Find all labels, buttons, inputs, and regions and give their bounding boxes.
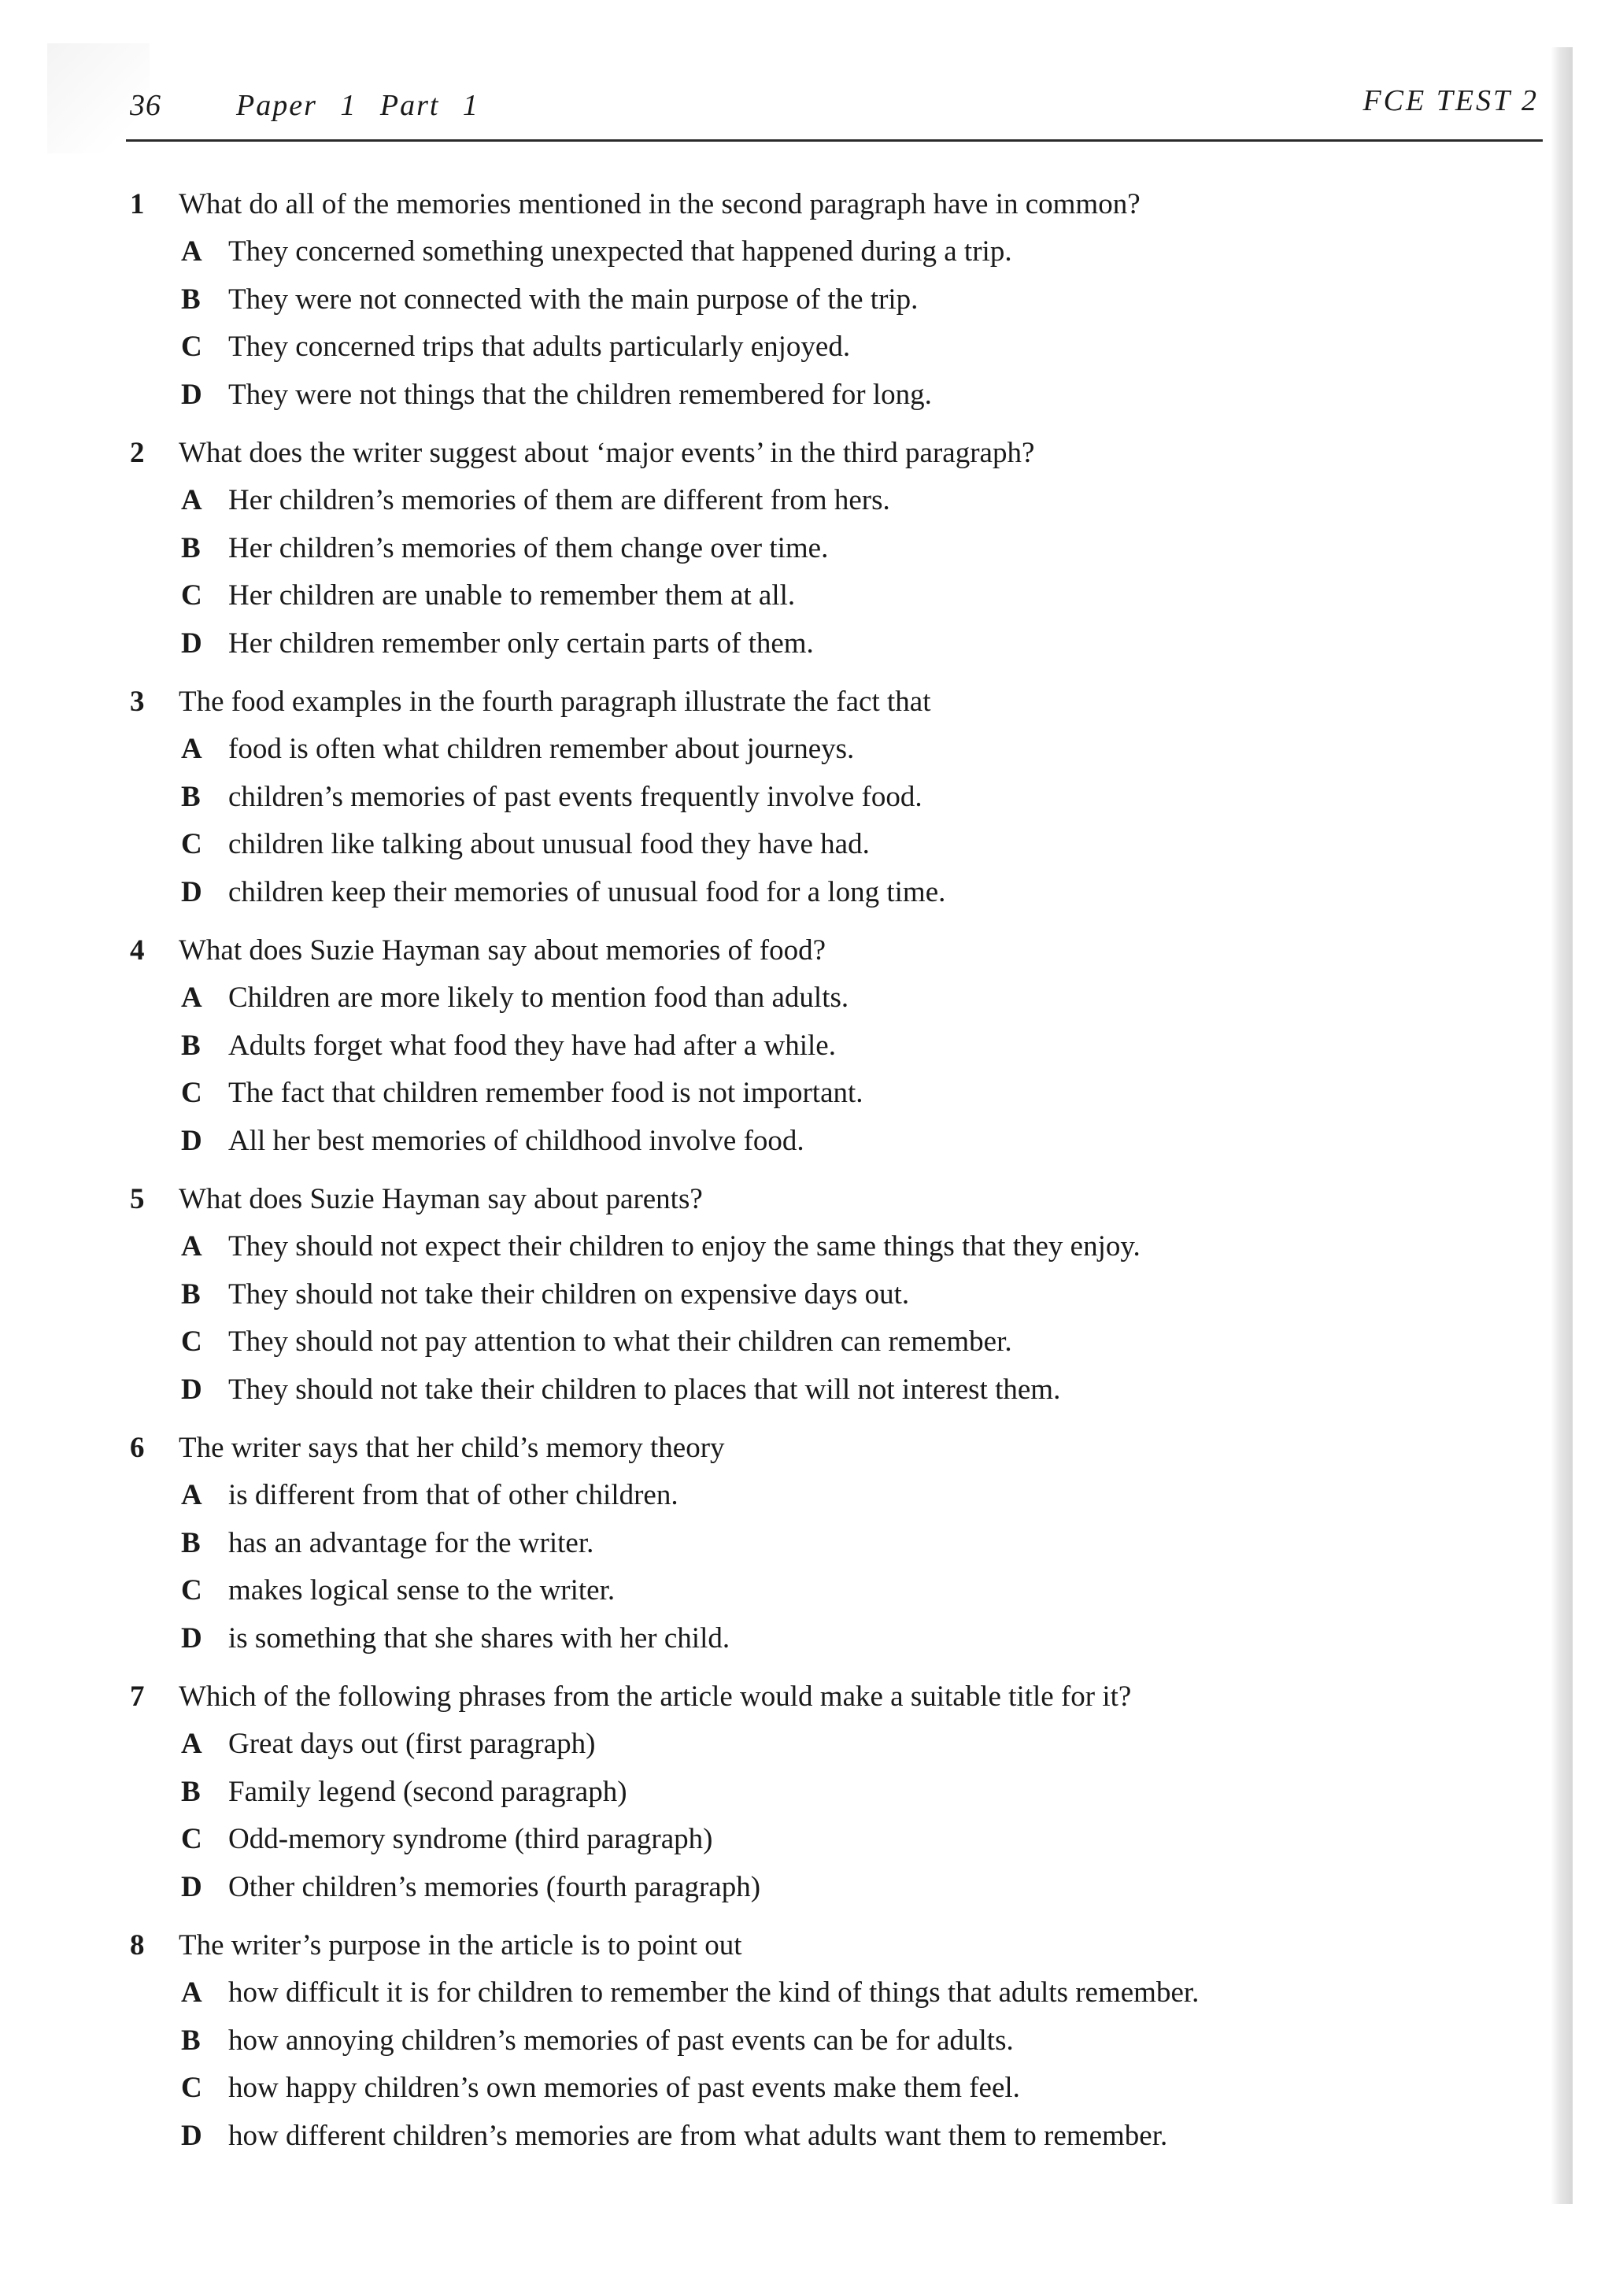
option-letter: B <box>181 780 201 813</box>
option-text: The fact that children remember food is not important. <box>228 1077 863 1109</box>
question-stem <box>130 927 1539 974</box>
question-text: What does the writer suggest about ‘major events’ in the third paragraph? <box>179 437 1035 469</box>
answer-option-c <box>130 1816 1539 1864</box>
answer-option-b <box>130 1271 1539 1319</box>
option-letter: C <box>181 1325 202 1358</box>
option-letter: A <box>181 1728 202 1760</box>
option-text: is something that she shares with her child. <box>228 1621 730 1655</box>
question-text: The writer’s purpose in the article is to point out <box>179 1929 742 1961</box>
answer-option-c <box>130 821 1539 869</box>
answer-option-c <box>130 1070 1539 1118</box>
header-divider <box>126 139 1543 142</box>
answer-option-d <box>130 620 1539 668</box>
option-text: how happy children’s own memories of past events make them feel. <box>228 2072 1020 2104</box>
option-letter: A <box>181 733 202 765</box>
option-letter: D <box>181 378 202 411</box>
option-text: Her children are unable to remember them at all. <box>228 579 796 612</box>
option-letter: C <box>181 1823 202 1855</box>
answer-option-c <box>130 1567 1539 1615</box>
question-text: What does Suzie Hayman say about parents? <box>179 1183 703 1215</box>
option-letter: B <box>181 2024 201 2057</box>
option-letter: D <box>181 1124 202 1157</box>
test-label: FCE TEST 2 <box>1362 84 1539 117</box>
option-letter: C <box>181 331 202 363</box>
option-text: how difficult it is for children to remember the kind of things that adults remember. <box>228 1976 1200 2009</box>
question-6 <box>130 1425 1539 1662</box>
option-text: Children are more likely to mention food than adults. <box>228 982 849 1014</box>
option-letter: A <box>181 1479 202 1511</box>
question-number: 2 <box>130 437 145 469</box>
question-2 <box>130 430 1539 667</box>
answer-option-d <box>130 869 1539 917</box>
answer-option-d <box>130 1118 1539 1166</box>
answer-option-c <box>130 324 1539 372</box>
option-letter: D <box>181 875 202 908</box>
option-text: makes logical sense to the writer. <box>228 1574 616 1606</box>
option-text: They should not expect their children to enjoy the same things that they enjoy. <box>228 1230 1141 1263</box>
option-text: They concerned something unexpected that happened during a trip. <box>228 235 1012 268</box>
answer-option-b <box>130 1022 1539 1070</box>
question-stem <box>130 1673 1539 1721</box>
option-text: Odd-memory syndrome (third paragraph) <box>228 1823 713 1855</box>
option-text: They were not things that the children remembered for long. <box>228 378 932 411</box>
scan-edge-shadow <box>1551 47 1573 2204</box>
question-text: Which of the following phrases from the article would make a suitable title for it? <box>179 1680 1132 1713</box>
answer-option-a <box>130 228 1539 276</box>
question-7 <box>130 1673 1539 1911</box>
answer-option-b <box>130 1520 1539 1568</box>
answer-option-a <box>130 974 1539 1022</box>
option-letter: A <box>181 484 202 516</box>
question-number: 6 <box>130 1432 145 1464</box>
option-text: Adults forget what food they have had after a while. <box>228 1029 836 1062</box>
option-letter: A <box>181 235 202 268</box>
option-text: Other children’s memories (fourth paragraph) <box>228 1870 761 1903</box>
question-stem <box>130 430 1539 477</box>
option-text: children keep their memories of unusual food for a long time. <box>228 875 946 908</box>
option-letter: D <box>181 627 202 660</box>
option-text: Family legend (second paragraph) <box>228 1775 627 1808</box>
option-letter: C <box>181 828 202 860</box>
answer-option-b <box>130 2017 1539 2065</box>
option-text: Great days out (first paragraph) <box>228 1728 596 1760</box>
option-letter: B <box>181 531 201 564</box>
option-text: Her children’s memories of them are different from hers. <box>228 484 890 516</box>
question-stem <box>130 181 1539 228</box>
answer-option-d <box>130 2113 1539 2161</box>
option-text: children’s memories of past events frequently involve food. <box>228 780 922 813</box>
answer-option-a <box>130 1472 1539 1520</box>
option-text: Her children’s memories of them change over time. <box>228 531 829 564</box>
option-letter: D <box>181 2119 202 2152</box>
answer-option-b <box>130 276 1539 324</box>
option-letter: C <box>181 2072 202 2104</box>
question-text: What does Suzie Hayman say about memories of food? <box>179 934 826 967</box>
answer-option-c <box>130 2065 1539 2113</box>
question-number: 7 <box>130 1680 145 1713</box>
answer-option-a <box>130 1721 1539 1769</box>
answer-option-b <box>130 774 1539 822</box>
option-letter: C <box>181 1077 202 1109</box>
option-letter: C <box>181 579 202 612</box>
question-number: 4 <box>130 934 145 967</box>
option-text: children like talking about unusual food they have had. <box>228 828 870 860</box>
option-letter: B <box>181 1526 201 1559</box>
option-text: They should not take their children on expensive days out. <box>228 1277 910 1311</box>
question-5 <box>130 1176 1539 1414</box>
option-letter: B <box>181 1277 201 1311</box>
option-letter: A <box>181 982 202 1014</box>
answer-option-b <box>130 1769 1539 1817</box>
option-text: They were not connected with the main purpose of the trip. <box>228 283 919 316</box>
answer-option-a <box>130 1969 1539 2017</box>
question-stem <box>130 1425 1539 1472</box>
option-letter: C <box>181 1574 202 1606</box>
option-text: food is often what children remember about journeys. <box>228 733 855 765</box>
question-4 <box>130 927 1539 1165</box>
option-text: All her best memories of childhood involve food. <box>228 1124 804 1157</box>
question-number: 5 <box>130 1183 145 1215</box>
option-letter: B <box>181 283 201 316</box>
page-header <box>130 84 1539 143</box>
question-text: What do all of the memories mentioned in the second paragraph have in common? <box>179 188 1141 220</box>
option-text: They should not pay attention to what their children can remember. <box>228 1325 1012 1358</box>
option-text: is different from that of other children. <box>228 1479 678 1511</box>
option-letter: B <box>181 1775 201 1808</box>
question-1 <box>130 181 1539 419</box>
answer-option-d <box>130 372 1539 420</box>
option-text: Her children remember only certain parts of them. <box>228 627 814 660</box>
question-number: 8 <box>130 1929 145 1961</box>
question-stem <box>130 678 1539 726</box>
answer-option-c <box>130 572 1539 620</box>
question-8 <box>130 1922 1539 2160</box>
answer-option-d <box>130 1864 1539 1912</box>
option-text: how different children’s memories are from what adults want them to remember. <box>228 2119 1168 2152</box>
answer-option-a <box>130 477 1539 525</box>
answer-option-b <box>130 525 1539 573</box>
section-label: Paper 1 Part 1 <box>236 89 479 122</box>
question-number: 1 <box>130 188 145 220</box>
question-stem <box>130 1176 1539 1223</box>
option-letter: D <box>181 1373 202 1406</box>
option-letter: A <box>181 1230 202 1263</box>
question-text: The writer says that her child’s memory theory <box>179 1432 725 1464</box>
answer-option-a <box>130 726 1539 774</box>
question-stem <box>130 1922 1539 1969</box>
answer-option-a <box>130 1223 1539 1271</box>
answer-option-c <box>130 1318 1539 1366</box>
option-letter: D <box>181 1870 202 1903</box>
question-3 <box>130 678 1539 916</box>
option-text: They concerned trips that adults particularly enjoyed. <box>228 331 851 363</box>
page-number: 36 <box>130 89 161 122</box>
option-letter: B <box>181 1029 201 1062</box>
question-list <box>130 181 1539 2171</box>
question-text: The food examples in the fourth paragraph illustrate the fact that <box>179 686 931 718</box>
option-text: how annoying children’s memories of past events can be for adults. <box>228 2024 1014 2057</box>
option-letter: A <box>181 1976 202 2009</box>
answer-option-d <box>130 1615 1539 1663</box>
option-letter: D <box>181 1621 202 1655</box>
option-text: has an advantage for the writer. <box>228 1526 594 1559</box>
answer-option-d <box>130 1366 1539 1414</box>
question-number: 3 <box>130 686 145 718</box>
option-text: They should not take their children to places that will not interest them. <box>228 1373 1061 1406</box>
